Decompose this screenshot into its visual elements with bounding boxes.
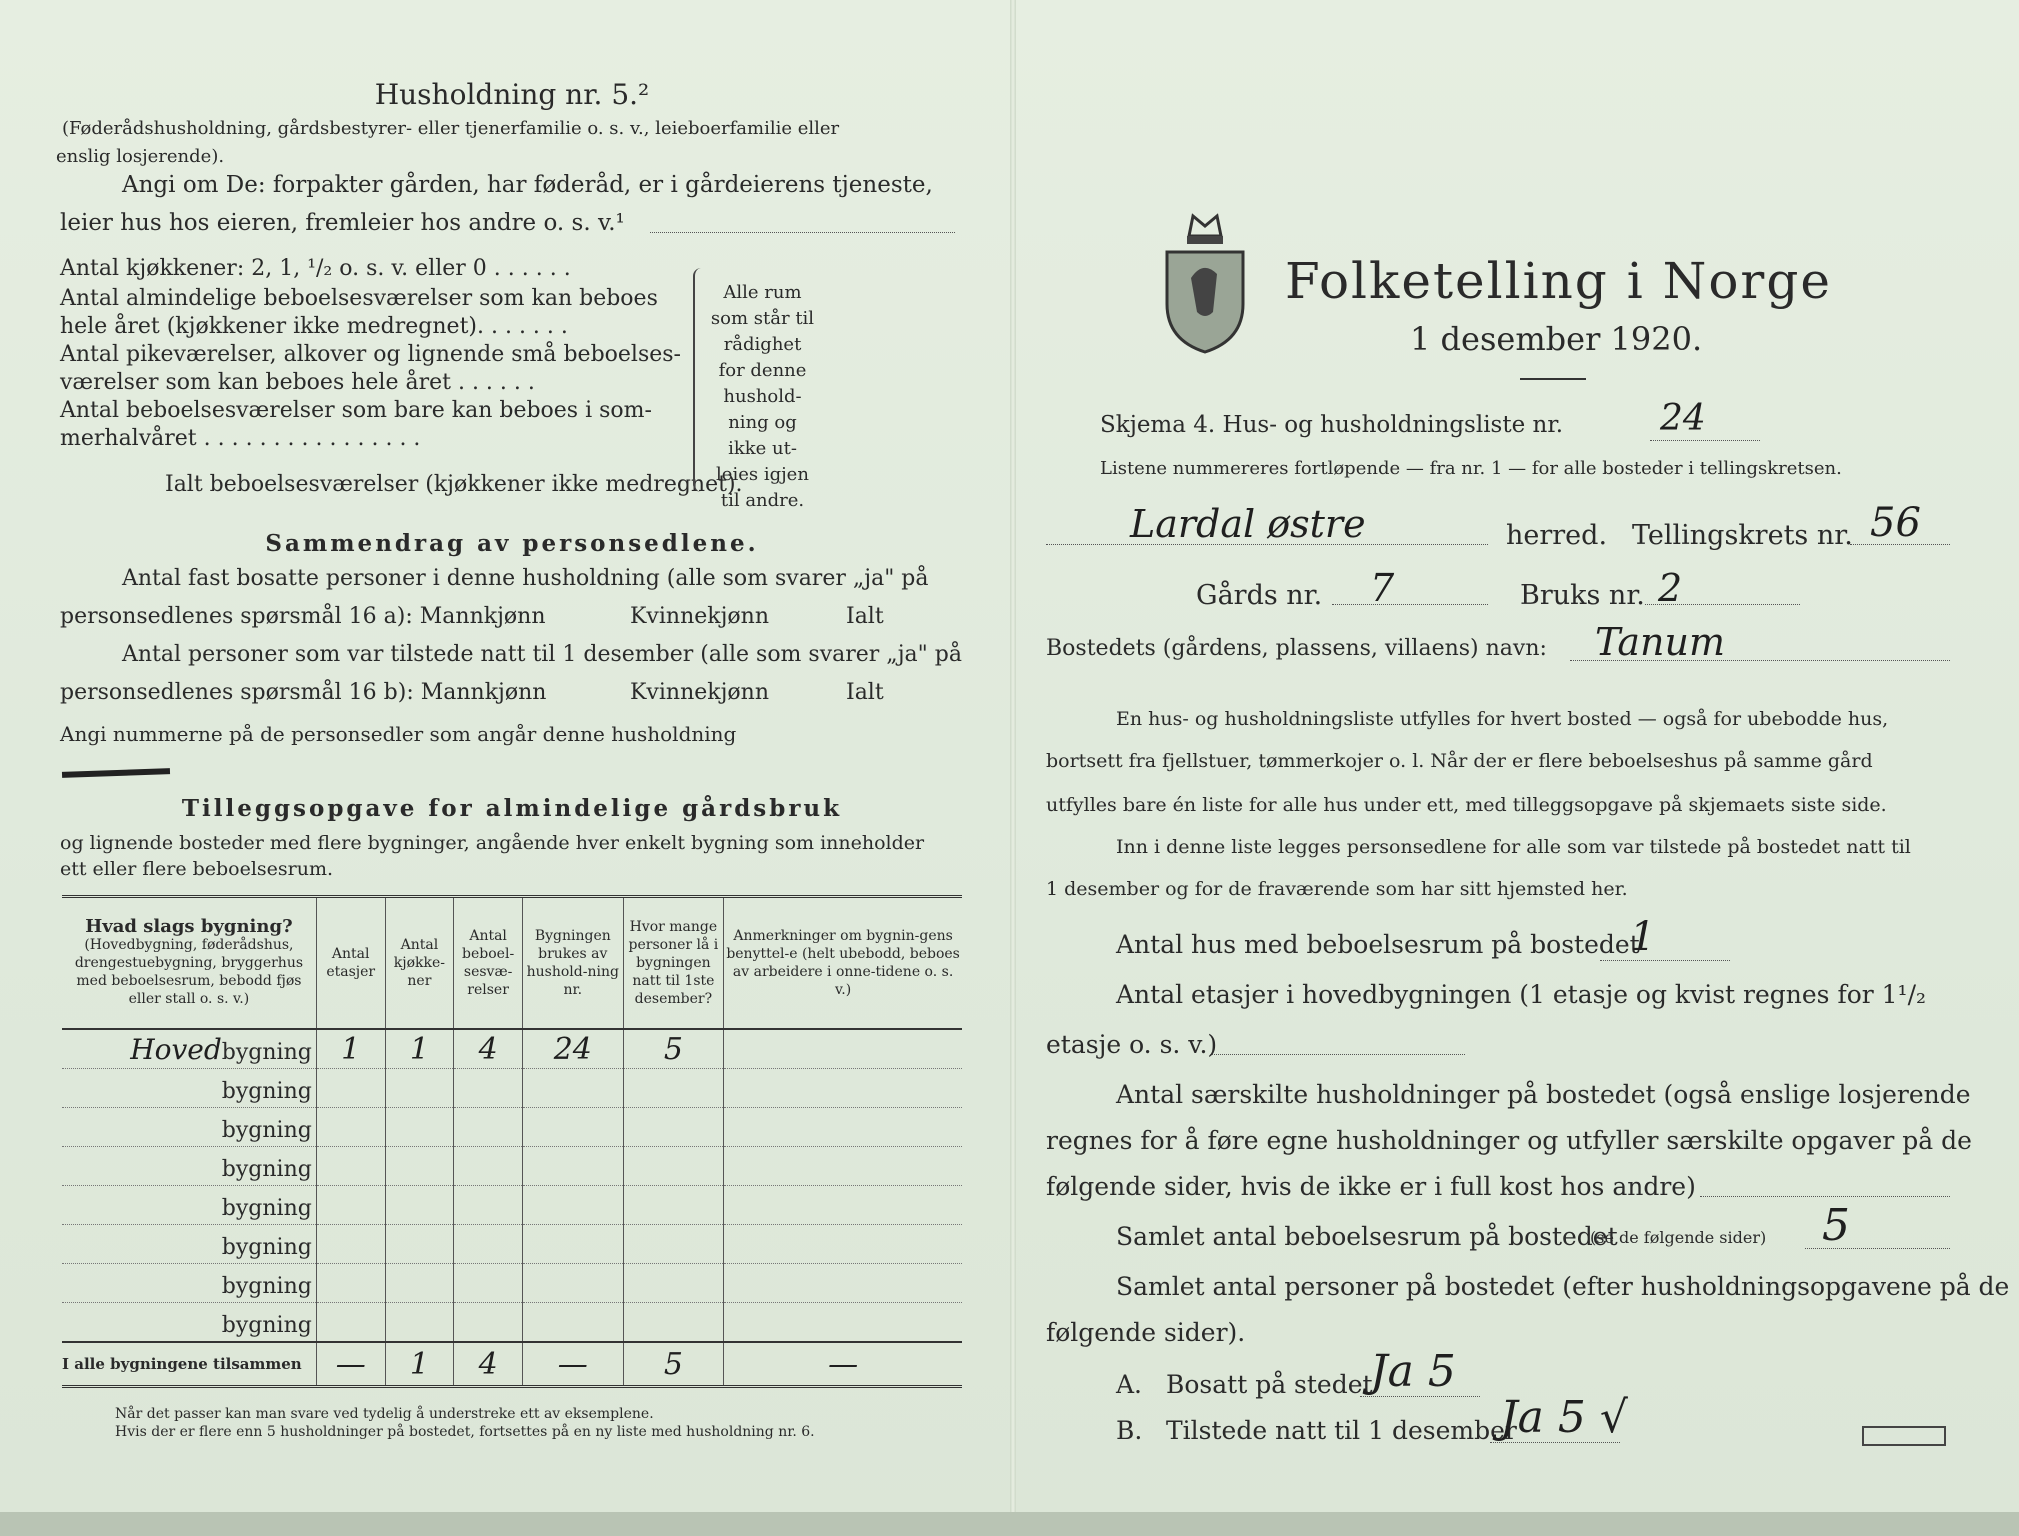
summer-rooms-label: Antal beboelsesværelser som bare kan beboes i som- xyxy=(60,398,652,423)
col-floors: Antal etasjer xyxy=(316,897,385,1030)
present-label: Tilstede natt til 1 desember xyxy=(1166,1416,1517,1445)
instruction-3: utfylles bare én liste for alle hus under ett, med tilleggsopgave på skjemaets siste side. xyxy=(1046,794,1887,816)
col-remarks: Anmerkninger om bygnin-gens benyttel-e (helt ubebodd, beboes av arbeidere i onne-tidene o. s. v.) xyxy=(724,897,962,1030)
building-type-cell xyxy=(62,1264,316,1303)
building-cell-pers xyxy=(623,1264,724,1303)
instruction-4: Inn i denne liste legges personsedlene for alle som var tilstede på bostedet natt til xyxy=(1116,836,1911,858)
summer-rooms-label-2: merhalvåret . . . . . . . . . . . . . . . . xyxy=(60,426,421,451)
building-type-value: Hoved xyxy=(130,1032,222,1066)
building-cell-hush xyxy=(522,1069,623,1108)
total-cell-anm: — xyxy=(724,1342,962,1387)
building-cell-hush xyxy=(522,1108,623,1147)
form-date: 1 desember 1920. xyxy=(1410,320,1703,358)
municipality-value: Lardal østre xyxy=(1130,502,1366,546)
resident-letter: A. xyxy=(1116,1370,1143,1399)
farm-number-label: Gårds nr. xyxy=(1196,580,1323,611)
total-rooms-note: (se de følgende sider) xyxy=(1590,1228,1767,1247)
building-cell-etasjer xyxy=(316,1147,385,1186)
building-suffix: bygning xyxy=(221,1039,312,1065)
coat-of-arms-icon xyxy=(1163,208,1247,356)
building-cell-etasjer xyxy=(316,1303,385,1343)
question-occupancy-2: leier hus hos eieren, fremleier hos andre o. s. v.¹ xyxy=(60,210,625,236)
building-cell-anm xyxy=(724,1147,962,1186)
scan-edge xyxy=(0,1512,2019,1536)
small-rooms-label: Antal pikeværelser, alkover og lignende små beboelses- xyxy=(60,342,681,367)
kitchens-label: Antal kjøkkener: 2, 1, ¹/₂ o. s. v. eller 0 . . . . . . xyxy=(60,256,571,281)
footnote-1: Når det passer kan man svare ved tydelig å understreke ett av eksemplene. xyxy=(115,1406,654,1422)
instruction-2: bortsett fra fjellstuer, tømmerkojer o. l. Når der er flere beboelseshus på samme gård xyxy=(1046,750,1873,772)
building-cell-kjokken: 1 xyxy=(385,1029,454,1069)
brace-note-line: ning og xyxy=(728,412,797,433)
building-cell-pers xyxy=(623,1108,724,1147)
building-cell-rom xyxy=(454,1108,523,1147)
building-cell-pers xyxy=(623,1303,724,1343)
numbering-note: Listene nummereres fortløpende — fra nr. 1 — for alle bosteder i tellingskretsen. xyxy=(1100,458,1842,479)
household-heading: Husholdning nr. 5.² xyxy=(374,78,650,111)
summary-heading: Sammendrag av personsedlene. xyxy=(265,530,759,557)
floors-line xyxy=(1210,1054,1465,1055)
building-suffix: bygning xyxy=(221,1078,312,1104)
building-cell-etasjer xyxy=(316,1186,385,1225)
building-cell-pers xyxy=(623,1147,724,1186)
brace-note-line: Alle rum xyxy=(723,282,802,303)
total-rooms-label-right: Samlet antal beboelsesrum på bostedet xyxy=(1116,1222,1618,1251)
present-line xyxy=(1490,1442,1620,1443)
building-cell-rom xyxy=(454,1264,523,1303)
households-label-2: regnes for å føre egne husholdninger og utfyller særskilte opgaver på de xyxy=(1046,1126,1972,1155)
building-cell-etasjer: 1 xyxy=(316,1029,385,1069)
present-total-label: Ialt xyxy=(846,680,884,705)
holding-number-value: 2 xyxy=(1658,566,1683,610)
building-cell-rom xyxy=(454,1186,523,1225)
building-type-cell xyxy=(62,1029,316,1069)
building-cell-anm xyxy=(724,1264,962,1303)
supplement-text-2: ett eller flere beboelsesrum. xyxy=(60,858,334,880)
households-label-3: følgende sider, hvis de ikke er i full kost hos andre) xyxy=(1046,1172,1696,1201)
holding-number-label: Bruks nr. xyxy=(1520,580,1645,611)
building-cell-rom xyxy=(454,1303,523,1343)
building-row xyxy=(62,1264,962,1303)
district-line xyxy=(1850,544,1950,545)
total-cell-pers: 5 xyxy=(623,1342,724,1387)
holding-number-line xyxy=(1645,604,1800,605)
total-cell-etasjer: — xyxy=(316,1342,385,1387)
present-persons-text: Antal personer som var tilstede natt til 1 desember (alle som svarer „ja" på xyxy=(122,642,962,667)
building-row xyxy=(62,1186,962,1225)
building-row xyxy=(62,1108,962,1147)
district-value: 56 xyxy=(1870,500,1921,546)
building-suffix: bygning xyxy=(221,1234,312,1260)
total-cell-hush: — xyxy=(522,1342,623,1387)
houses-value: 1 xyxy=(1630,914,1656,960)
residence-name-label: Bostedets (gårdens, plassens, villaens) navn: xyxy=(1046,636,1547,661)
brace-note-line: rådighet xyxy=(723,334,802,355)
brace-note-line: til andre. xyxy=(720,490,805,511)
building-row xyxy=(62,1147,962,1186)
printer-stamp xyxy=(1862,1426,1946,1446)
rooms-label-2: hele året (kjøkkener ikke medregnet). . . . . . . xyxy=(60,314,568,339)
resident-female-label: Kvinnekjønn xyxy=(630,604,769,629)
instruction-5: 1 desember og for de fraværende som har sitt hjemsted her. xyxy=(1046,878,1628,900)
building-cell-kjokken xyxy=(385,1186,454,1225)
building-row xyxy=(62,1069,962,1108)
total-rooms-label: Ialt beboelsesværelser (kjøkkener ikke medregnet). xyxy=(165,472,743,497)
brace-note-line: leies igjen xyxy=(716,464,809,485)
floors-label: Antal etasjer i hovedbygningen (1 etasje og kvist regnes for 1¹/₂ xyxy=(1116,980,1927,1009)
building-type-cell xyxy=(62,1303,316,1343)
form-title: Folketelling i Norge xyxy=(1285,252,1832,310)
list-number-value: 24 xyxy=(1660,398,1706,439)
resident-male-label: personsedlenes spørsmål 16 a): Mannkjønn xyxy=(60,604,546,629)
brace-note-line: som står til xyxy=(710,308,815,329)
footnote-2: Hvis der er flere enn 5 husholdninger på bostedet, fortsettes på en ny liste med husholdning nr. 6. xyxy=(115,1424,815,1440)
farm-number-line xyxy=(1332,604,1488,605)
instruction-1: En hus- og husholdningsliste utfylles for hvert bosted — også for ubebodde hus, xyxy=(1116,708,1889,730)
building-cell-hush xyxy=(522,1303,623,1343)
present-male-label: personsedlenes spørsmål 16 b): Mannkjønn xyxy=(60,680,547,705)
building-cell-pers xyxy=(623,1186,724,1225)
houses-line xyxy=(1600,960,1730,961)
building-cell-etasjer xyxy=(316,1069,385,1108)
building-cell-hush xyxy=(522,1186,623,1225)
building-cell-anm xyxy=(724,1069,962,1108)
households-label: Antal særskilte husholdninger på bostedet (også enslige losjerende xyxy=(1116,1080,1971,1109)
building-cell-anm xyxy=(724,1108,962,1147)
person-numbers-label: Angi nummerne på de personsedler som angår denne husholdning xyxy=(60,722,737,746)
col-household: Bygningen brukes av hushold-ning nr. xyxy=(522,897,623,1030)
resident-total-label: Ialt xyxy=(846,604,884,629)
building-cell-kjokken xyxy=(385,1069,454,1108)
present-letter: B. xyxy=(1116,1416,1143,1445)
building-cell-kjokken xyxy=(385,1303,454,1343)
building-cell-hush xyxy=(522,1264,623,1303)
total-persons-label: Samlet antal personer på bostedet (efter husholdningsopgavene på de xyxy=(1116,1272,2010,1301)
building-cell-rom xyxy=(454,1069,523,1108)
district-label: Tellingskrets nr. xyxy=(1632,520,1853,551)
building-cell-kjokken xyxy=(385,1264,454,1303)
building-cell-pers: 5 xyxy=(623,1029,724,1069)
building-cell-rom xyxy=(454,1225,523,1264)
building-cell-etasjer xyxy=(316,1264,385,1303)
col-rooms: Antal beboel-sesvæ-relser xyxy=(454,897,523,1030)
resident-persons-text: Antal fast bosatte personer i denne husholdning (alle som svarer „ja" på xyxy=(122,566,929,591)
building-cell-rom: 4 xyxy=(454,1029,523,1069)
building-suffix: bygning xyxy=(221,1273,312,1299)
residence-name-value: Tanum xyxy=(1595,620,1726,664)
resident-value: Ja 5 xyxy=(1370,1346,1456,1397)
list-number-line xyxy=(1650,440,1760,441)
building-cell-anm xyxy=(724,1225,962,1264)
building-row xyxy=(62,1303,962,1343)
building-cell-hush: 24 xyxy=(522,1029,623,1069)
building-cell-etasjer xyxy=(316,1108,385,1147)
brace-icon xyxy=(693,268,705,492)
brace-note-line: ikke ut- xyxy=(728,438,797,459)
building-suffix: bygning xyxy=(221,1312,312,1338)
resident-label: Bosatt på stedet xyxy=(1166,1370,1373,1399)
building-type-cell xyxy=(62,1186,316,1225)
building-row xyxy=(62,1225,962,1264)
houses-label: Antal hus med beboelsesrum på bostedet xyxy=(1116,930,1640,959)
present-female-label: Kvinnekjønn xyxy=(630,680,769,705)
brace-note-line: for denne xyxy=(718,360,807,381)
building-cell-rom xyxy=(454,1147,523,1186)
page-fold xyxy=(1010,0,1016,1536)
building-cell-kjokken xyxy=(385,1225,454,1264)
total-label: I alle bygningene tilsammen xyxy=(62,1342,316,1387)
building-cell-hush xyxy=(522,1225,623,1264)
building-type-cell xyxy=(62,1147,316,1186)
building-cell-anm xyxy=(724,1029,962,1069)
resident-line xyxy=(1360,1396,1480,1397)
household-note-2: enslig losjerende). xyxy=(56,146,225,167)
col-kitchens: Antal kjøkke-ner xyxy=(385,897,454,1030)
schema-label: Skjema 4. Hus- og husholdningsliste nr. xyxy=(1100,412,1564,438)
floors-label-2: etasje o. s. v.) xyxy=(1046,1030,1218,1059)
farm-number-value: 7 xyxy=(1370,566,1395,610)
total-cell-kjokken: 1 xyxy=(385,1342,454,1387)
residence-name-line xyxy=(1570,660,1950,661)
total-persons-label-2: følgende sider). xyxy=(1046,1318,1246,1347)
question-occupancy: Angi om De: forpakter gården, har føderåd, er i gårdeierens tjeneste, xyxy=(122,172,933,198)
total-rooms-line xyxy=(1805,1248,1950,1249)
building-row xyxy=(62,1029,962,1069)
total-cell-rom: 4 xyxy=(454,1342,523,1387)
supplement-text: og lignende bosteder med flere bygninger, angående hver enkelt bygning som inneholder xyxy=(60,832,925,854)
title-rule xyxy=(1520,378,1586,380)
building-cell-etasjer xyxy=(316,1225,385,1264)
rooms-label: Antal almindelige beboelsesværelser som kan beboes xyxy=(60,286,658,311)
present-value: Ja 5 √ xyxy=(1500,1392,1628,1443)
building-cell-anm xyxy=(724,1186,962,1225)
supplement-heading: Tilleggsopgave for almindelige gårdsbruk xyxy=(181,795,843,822)
building-suffix: bygning xyxy=(221,1117,312,1143)
building-type-cell xyxy=(62,1225,316,1264)
building-suffix: bygning xyxy=(221,1195,312,1221)
building-cell-hush xyxy=(522,1147,623,1186)
building-cell-kjokken xyxy=(385,1147,454,1186)
brace-note-line: hushold- xyxy=(723,386,802,407)
building-suffix: bygning xyxy=(221,1156,312,1182)
answer-line xyxy=(650,232,955,233)
building-cell-pers xyxy=(623,1225,724,1264)
building-type-cell xyxy=(62,1108,316,1147)
building-type-cell xyxy=(62,1069,316,1108)
municipality-line xyxy=(1046,544,1488,545)
total-row xyxy=(62,1342,962,1387)
brace-note xyxy=(700,280,825,511)
building-cell-pers xyxy=(623,1069,724,1108)
small-rooms-label-2: værelser som kan beboes hele året . . . . . . xyxy=(60,370,535,395)
building-cell-kjokken xyxy=(385,1108,454,1147)
total-rooms-value: 5 xyxy=(1822,1200,1850,1251)
col-persons: Hvor mange personer lå i bygningen natt til 1ste desember? xyxy=(623,897,724,1030)
households-line xyxy=(1700,1196,1950,1197)
municipality-label: herred. xyxy=(1506,520,1608,551)
col-building-type: Hvad slags bygning? (Hovedbygning, føderådshus, drengestuebygning, bryggerhus med beboelsesrum, bebodd fjøs eller stall o. s. v.) xyxy=(62,897,316,1030)
building-cell-anm xyxy=(724,1303,962,1343)
household-note: (Føderådshusholdning, gårdsbestyrer- eller tjenerfamilie o. s. v., leieboerfamilie eller xyxy=(62,118,840,139)
building-table xyxy=(62,895,962,1388)
